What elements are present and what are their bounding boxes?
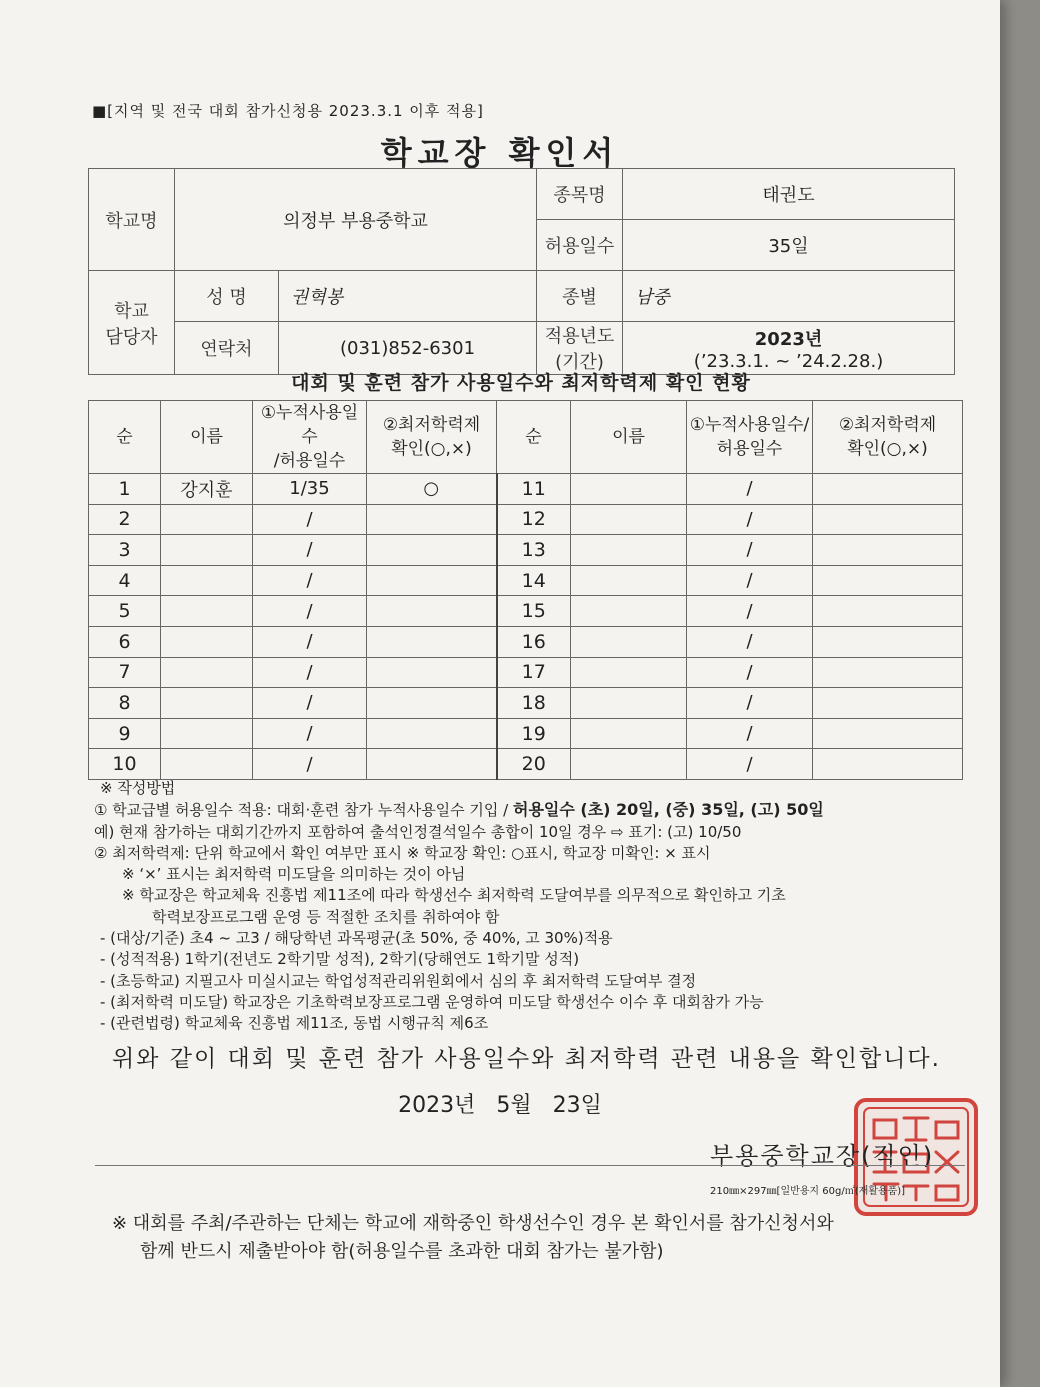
category-value: 남중 (623, 271, 955, 322)
student-name-cell (161, 749, 253, 780)
table-header-row (89, 401, 963, 474)
student-name-cell (571, 688, 687, 719)
student-name-cell (571, 749, 687, 780)
header-name-left: 이름 (161, 401, 253, 474)
header-used-left-line-1: ①누적사용일수 (260, 403, 359, 447)
student-name-cell (571, 504, 687, 535)
table-row (89, 474, 963, 505)
note-4b: 학력보장프로그램 운영 등 적절한 조치를 취하여야 함 (152, 907, 500, 926)
academic-check-cell (813, 535, 963, 566)
academic-check-cell (813, 749, 963, 780)
contact-value: (031)852-6301 (279, 322, 537, 375)
issue-date: 2023년 5월 23일 (398, 1093, 602, 1118)
header-used-right-line-2: 허용일수 (716, 439, 783, 459)
student-name-cell (161, 565, 253, 596)
used-days-cell: / (687, 535, 813, 566)
table-row (89, 535, 963, 566)
apply-year-value: 2023년 (754, 328, 823, 350)
academic-check-cell (367, 657, 497, 688)
row-number: 18 (497, 688, 571, 719)
table-body (89, 474, 963, 780)
row-number: 9 (89, 718, 161, 749)
header-no-right: 순 (497, 401, 571, 474)
student-name-cell (161, 657, 253, 688)
note-1-text: ① 학교급별 허용일수 적용: 대회·훈련 참가 누적사용일수 기입 / (94, 801, 513, 820)
allowed-days-value: 35일 (623, 220, 955, 271)
row-number: 13 (497, 535, 571, 566)
row-number: 12 (497, 504, 571, 535)
detail-5: - (관련법령) 학교체육 진흥법 제11조, 동법 시행규칙 제6조 (100, 1014, 489, 1033)
used-days-cell: / (253, 749, 367, 780)
event-label: 종목명 (537, 169, 623, 220)
academic-check-cell (367, 504, 497, 535)
academic-check-cell (813, 504, 963, 535)
row-number: 1 (89, 474, 161, 505)
row-number: 10 (89, 749, 161, 780)
header-used-right-line-1: ①누적사용일수/ (689, 415, 810, 435)
academic-check-cell (367, 688, 497, 719)
student-name-cell (571, 718, 687, 749)
footer-note (112, 1210, 972, 1266)
table-row (89, 626, 963, 657)
note-4a: ※ 학교장은 학교체육 진흥법 제11조에 따라 학생선수 최저학력 도달여부를 의무적으로 확인하고 기초 (122, 886, 786, 905)
student-name-cell (161, 535, 253, 566)
student-name-cell (571, 474, 687, 505)
manager-label-line-1: 학교 (114, 300, 149, 322)
header-check-left-line-1: ②최저학력제 (382, 415, 481, 435)
school-label: 학교명 (89, 169, 175, 271)
info-table (88, 168, 955, 375)
table-row (89, 718, 963, 749)
student-name-cell: 강지훈 (161, 474, 253, 505)
detail-2: - (성적적용) 1학기(전년도 2학기말 성적), 2학기(당해연도 1학기말 성적) (100, 950, 580, 969)
table-row (89, 596, 963, 627)
academic-check-cell (813, 565, 963, 596)
row-number: 11 (497, 474, 571, 505)
academic-check-cell (367, 596, 497, 627)
row-number: 7 (89, 657, 161, 688)
used-days-cell: / (687, 596, 813, 627)
used-days-cell: / (253, 626, 367, 657)
academic-check-cell (813, 688, 963, 719)
header-used-left (253, 401, 367, 474)
student-name-cell (161, 626, 253, 657)
academic-check-cell (813, 596, 963, 627)
row-number: 16 (497, 626, 571, 657)
row-number: 17 (497, 657, 571, 688)
used-days-cell: / (687, 688, 813, 719)
allowed-days-label: 허용일수 (537, 220, 623, 271)
used-days-cell: / (687, 504, 813, 535)
school-name: 의정부 부용중학교 (175, 169, 537, 271)
manager-name-value: 권혁봉 (279, 271, 537, 322)
used-days-cell: / (253, 535, 367, 566)
used-days-cell: / (253, 565, 367, 596)
manager-label-line-2: 담당자 (105, 326, 158, 348)
manager-label (89, 271, 175, 375)
note-1-example: 예) 현재 참가하는 대회기간까지 포함하여 출석인정결석일수 총합이 10일 경우 ⇨ 표기: (고) 10/50 (94, 822, 742, 841)
category-label: 종별 (537, 271, 623, 322)
detail-4: - (최저학력 미도달) 학교장은 기초학력보장프로그램 운영하여 미도달 학생선수 이수 후 대회참가 가능 (100, 992, 764, 1011)
contact-label: 연락처 (175, 322, 279, 375)
academic-check-cell (367, 565, 497, 596)
apply-year-label-line-2: (기간) (555, 352, 604, 373)
used-days-cell: / (253, 596, 367, 627)
student-name-cell (161, 596, 253, 627)
event-value: 태권도 (623, 169, 955, 220)
header-check-right-line-1: ②최저학력제 (838, 415, 937, 435)
usage-table (88, 400, 963, 780)
footer-line-2: 함께 반드시 제출받아야 함(허용일수를 초과한 대회 참가는 불가함) (140, 1241, 664, 1262)
academic-check-cell (813, 657, 963, 688)
table-row (89, 504, 963, 535)
academic-check-cell: ○ (367, 474, 497, 505)
detail-1: - (대상/기준) 초4 ~ 고3 / 해당학년 과목평균(초 50%, 중 40%, 고 30%)적용 (100, 929, 613, 948)
header-used-right (687, 401, 813, 474)
student-name-cell (571, 535, 687, 566)
table-row (89, 688, 963, 719)
academic-check-cell (813, 626, 963, 657)
academic-check-cell (367, 535, 497, 566)
note-3: ※ ‘×’ 표시는 최저학력 미도달을 의미하는 것이 아님 (122, 865, 466, 884)
notes-section (94, 778, 974, 1035)
academic-check-cell (367, 718, 497, 749)
row-number: 14 (497, 565, 571, 596)
detail-3: - (초등학교) 지필고사 미실시교는 학업성적관리위원회에서 심의 후 최저학력 도달여부 결정 (100, 971, 697, 990)
student-name-cell (571, 565, 687, 596)
note-1-bold: 허용일수 (초) 20일, (중) 35일, (고) 50일 (513, 800, 824, 820)
row-number: 2 (89, 504, 161, 535)
student-name-cell (571, 596, 687, 627)
note-2: ② 최저학력제: 단위 학교에서 확인 여부만 표시 ※ 학교장 확인: ○표시, 학교장 미확인: × 표시 (94, 843, 711, 862)
row-number: 15 (497, 596, 571, 627)
apply-year-cell (623, 322, 955, 375)
apply-period-value: (’23.3.1. ~ ’24.2.28.) (693, 350, 884, 372)
student-name-cell (571, 626, 687, 657)
header-used-left-line-2: /허용일수 (273, 451, 346, 471)
used-days-cell: / (253, 504, 367, 535)
academic-check-cell (813, 474, 963, 505)
table-row (89, 657, 963, 688)
header-check-left-line-2: 확인(○,×) (391, 439, 472, 459)
header-check-right-line-2: 확인(○,×) (847, 439, 928, 459)
divider (95, 1165, 965, 1166)
student-name-cell (161, 718, 253, 749)
student-name-cell (571, 657, 687, 688)
student-name-cell (161, 688, 253, 719)
notes-heading: ※ 작성방법 (100, 779, 176, 797)
academic-check-cell (367, 626, 497, 657)
row-number: 20 (497, 749, 571, 780)
header-no-left: 순 (89, 401, 161, 474)
used-days-cell: 1/35 (253, 474, 367, 505)
table-row (89, 565, 963, 596)
used-days-cell: / (687, 657, 813, 688)
manager-name-label: 성 명 (175, 271, 279, 322)
header-name-right: 이름 (571, 401, 687, 474)
used-days-cell: / (687, 474, 813, 505)
confirmation-statement: 위와 같이 대회 및 훈련 참가 사용일수와 최저학력 관련 내용을 확인합니다. (112, 1046, 941, 1072)
used-days-cell: / (253, 718, 367, 749)
apply-year-label-line-1: 적용년도 (544, 326, 615, 347)
row-number: 3 (89, 535, 161, 566)
row-number: 8 (89, 688, 161, 719)
header-note: ■[지역 및 전국 대회 참가신청용 2023.3.1 이후 적용] (92, 102, 484, 120)
row-number: 6 (89, 626, 161, 657)
row-number: 19 (497, 718, 571, 749)
row-number: 4 (89, 565, 161, 596)
signer-name: 부용중학교장(직인) (710, 1142, 935, 1170)
document-title: 학교장 확인서 (380, 134, 620, 172)
used-days-cell: / (687, 718, 813, 749)
row-number: 5 (89, 596, 161, 627)
section-title: 대회 및 훈련 참가 사용일수와 최저학력제 확인 현황 (291, 372, 751, 394)
header-check-left (367, 401, 497, 474)
note-1 (94, 799, 974, 821)
used-days-cell: / (687, 565, 813, 596)
footer-line-1: ※ 대회를 주최/주관하는 단체는 학교에 재학중인 학생선수인 경우 본 확인서를 참가신청서와 (112, 1213, 834, 1234)
used-days-cell: / (253, 688, 367, 719)
paper-spec: 210㎜×297㎜[일반용지 60g/㎡(재활용품)] (710, 1186, 906, 1197)
student-name-cell (161, 504, 253, 535)
academic-check-cell (813, 718, 963, 749)
used-days-cell: / (253, 657, 367, 688)
academic-check-cell (367, 749, 497, 780)
table-row (89, 749, 963, 780)
used-days-cell: / (687, 749, 813, 780)
apply-year-label (537, 322, 623, 375)
used-days-cell: / (687, 626, 813, 657)
header-check-right (813, 401, 963, 474)
